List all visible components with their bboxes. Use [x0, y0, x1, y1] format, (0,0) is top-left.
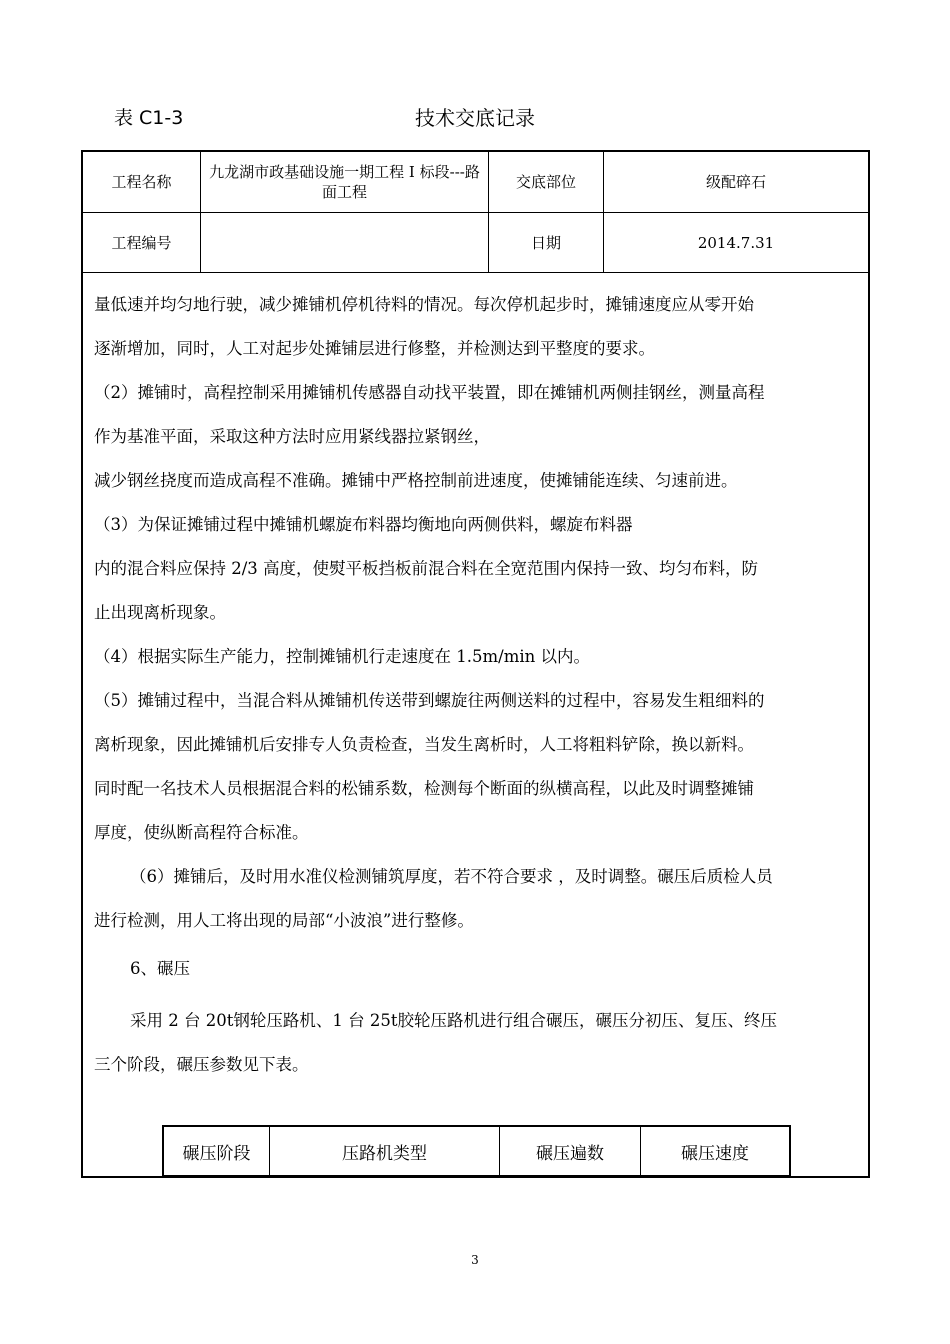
table-header-cell: 碾压遍数 [500, 1127, 641, 1175]
body-line: 内的混合料应保持 2/3 高度，使熨平板挡板前混合料在全宽范围内保持一致、均匀布料，防 [94, 559, 759, 578]
table-header-cell: 压路机类型 [270, 1127, 500, 1175]
body-line: （6）摊铺后，及时用水准仪检测铺筑厚度，若不符合要求 ，及时调整。碾压后质检人员 [130, 867, 773, 886]
record-form [81, 150, 870, 1178]
row-divider [83, 272, 868, 273]
date-value: 2014.7.31 [697, 233, 775, 252]
body-line: 同时配一名技术人员根据混合料的松铺系数，检测每个断面的纵横高程，以此及时调整摊铺 [94, 779, 754, 798]
body-line: 进行检测，用人工将出现的局部“小波浪”进行整修。 [94, 911, 474, 930]
project-no-value [201, 213, 488, 272]
project-name-value: 九龙湖市政基础设施一期工程 I 标段---路面工程 [209, 163, 480, 201]
document-title: 技术交底记录 [415, 106, 535, 130]
rolling-parameters-table [162, 1125, 791, 1177]
body-line: 止出现离析现象。 [94, 603, 226, 622]
body-line: （3）为保证摊铺过程中摊铺机螺旋布料器均衡地向两侧供料，螺旋布料器 [94, 515, 633, 534]
body-line: （2）摊铺时，高程控制采用摊铺机传感器自动找平装置，即在摊铺机两侧挂钢丝，测量高程 [94, 383, 765, 402]
body-line: 量低速并均匀地行驶，减少摊铺机停机待料的情况。每次停机起步时，摊铺速度应从零开始 [94, 295, 754, 314]
body-line: 离析现象，因此摊铺机后安排专人负责检查，当发生离析时，人工将粗料铲除，换以新料。 [94, 735, 754, 754]
project-no-label: 工程编号 [111, 233, 172, 252]
table-code: 表 C1-3 [114, 107, 184, 129]
body-line: （4）根据实际生产能力，控制摊铺机行走速度在 1.5m/min 以内。 [94, 647, 590, 666]
section-label: 交底部位 [515, 173, 576, 191]
section-value: 级配碎石 [705, 173, 766, 191]
table-header-cell: 碾压阶段 [164, 1127, 270, 1175]
body-line: （5）摊铺过程中，当混合料从摊铺机传送带到螺旋往两侧送料的过程中，容易发生粗细料的 [94, 691, 765, 710]
body-line: 厚度，使纵断高程符合标准。 [94, 823, 309, 842]
body-line: 采用 2 台 20t钢轮压路机、1 台 25t胶轮压路机进行组合碾压，碾压分初压、复压、终压 [130, 1011, 777, 1030]
body-line: 三个阶段，碾压参数见下表。 [94, 1055, 309, 1074]
page-number: 3 [471, 1253, 479, 1267]
project-name-label: 工程名称 [111, 173, 172, 191]
section-heading: 6、碾压 [130, 959, 190, 978]
date-label: 日期 [530, 233, 561, 252]
body-line: 作为基准平面，采取这种方法时应用紧线器拉紧钢丝， [94, 427, 490, 446]
body-line: 减少钢丝挠度而造成高程不准确。摊铺中严格控制前进速度，使摊铺能连续、匀速前进。 [94, 471, 738, 490]
table-header-cell: 碾压速度 [681, 1143, 749, 1164]
body-line: 逐渐增加，同时，人工对起步处摊铺层进行修整，并检测达到平整度的要求。 [94, 339, 655, 358]
